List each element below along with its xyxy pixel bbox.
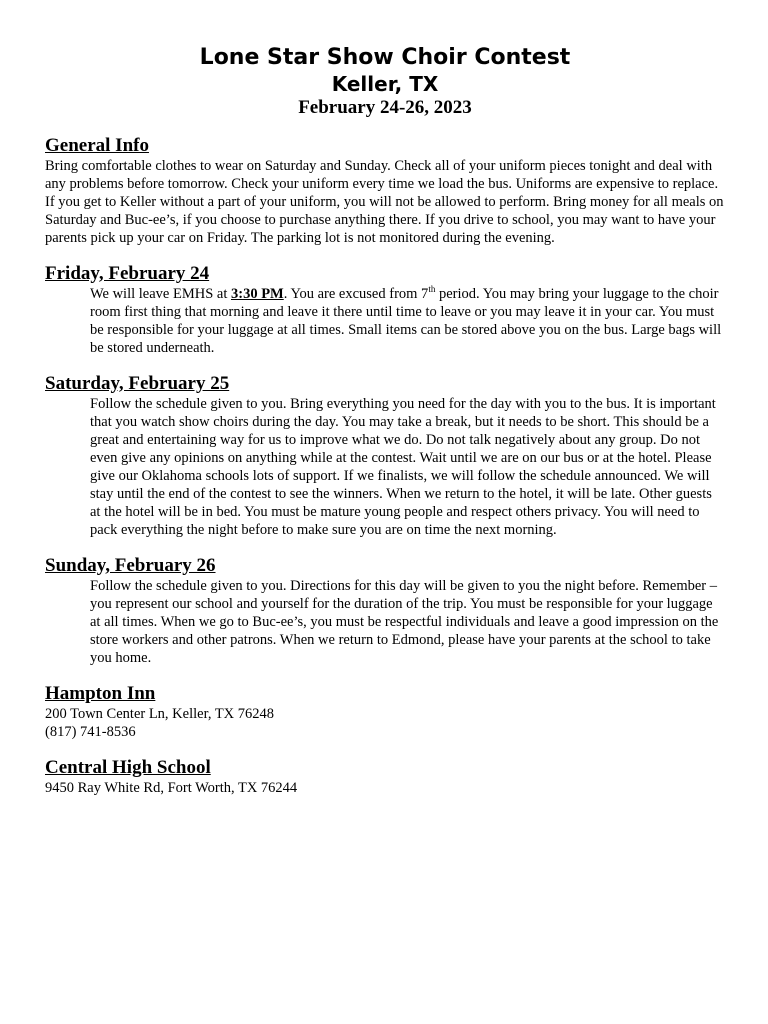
hampton-inn-heading: Hampton Inn: [45, 683, 156, 704]
document-location: Keller, TX: [331, 72, 439, 96]
general-info-heading: General Info: [45, 135, 149, 156]
ordinal-superscript: th: [428, 284, 436, 295]
sunday-heading: Sunday, February 26: [45, 555, 216, 576]
friday-text: [45, 285, 725, 357]
hampton-inn-phone: (817) 741-8536: [45, 724, 136, 740]
document-title: Lone Star Show Choir Contest: [199, 45, 571, 70]
central-high-section: [45, 757, 725, 797]
central-high-heading: Central High School: [45, 757, 211, 778]
departure-time: 3:30 PM: [230, 286, 284, 302]
general-info-text: Bring comfortable clothes to wear on Saturday and Sunday. Check all of your uniform pieces tonight and deal with any problems before tomorrow. Check your uniform every time we load the bus. Uniforms are expensive to replace. If you get to Keller without a part of your uniform, you will not be allowed to perform. Bring money for all meals on Saturday and Buc-ee’s, if you choose to purchase anything there. If you drive to school, you may want to have your parents pick up your car on Friday. The parking lot is not monitored during the evening.: [45, 158, 724, 246]
document-page: [45, 44, 725, 813]
friday-text-mid: . You are excused from 7: [283, 286, 429, 302]
friday-text-lead: We will leave EMHS at: [90, 286, 231, 302]
friday-heading: Friday, February 24: [45, 263, 210, 284]
sunday-section: [45, 555, 725, 667]
friday-text-rest: period. You may bring your luggage to the choir room first thing that morning and leave it there until time to leave or you may leave it in your car. You must be responsible for your luggage at all times. Small items can be stored above you on the bus. Large bags will be stored underneath.: [90, 286, 722, 356]
sunday-text: Follow the schedule given to you. Directions for this day will be given to you the night before. Remember – you represent our school and yourself for the duration of the trip. You must be responsible for your luggage at all times. When we go to Buc-ee’s, you must be respectful individuals and leave a good impression on the store workers and other patrons. When we return to Edmond, please have your parents at the school to take you home.: [90, 578, 719, 666]
document-dates: February 24-26, 2023: [298, 97, 472, 118]
central-high-address: 9450 Ray White Rd, Fort Worth, TX 76244: [45, 780, 298, 796]
saturday-section: [45, 373, 725, 539]
saturday-text: Follow the schedule given to you. Bring everything you need for the day with you to the bus. It is important that you watch show choirs during the day. You may take a break, but it needs to be short. This should be a great and entertaining way for us to improve what we do. Do not talk negatively about any group. Do not even give any opinions on anything while at the contest. Wait until we are on our bus or at the hotel. Please give our Oklahoma schools lots of support. If we finalists, we will follow the schedule announced. We will stay until the end of the contest to see the winners. When we return to the hotel, it will be late. Other guests at the hotel will be in bed. You must be mature young people and respect others privacy. You will need to pack everything the night before to make sure you are on time the next morning.: [90, 396, 716, 538]
saturday-heading: Saturday, February 25: [45, 373, 230, 394]
friday-section: [45, 263, 725, 357]
hampton-inn-address: 200 Town Center Ln, Keller, TX 76248: [45, 706, 275, 722]
general-info-section: [45, 135, 725, 247]
hampton-inn-section: [45, 683, 725, 741]
